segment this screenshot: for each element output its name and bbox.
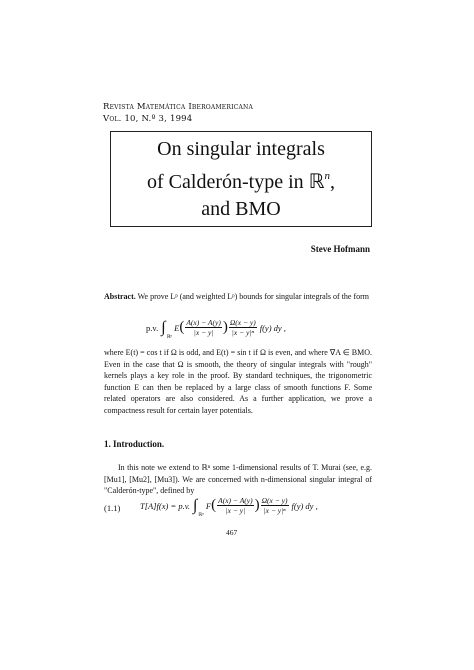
fraction-2 bbox=[229, 318, 257, 337]
integral-sign-2: ∫ bbox=[192, 496, 198, 514]
right-paren: ) bbox=[222, 319, 228, 335]
formula-pv: p.v. bbox=[146, 322, 159, 333]
fraction-2-numerator: Ω(x − y) bbox=[229, 318, 256, 327]
page-number: 467 bbox=[226, 528, 238, 537]
fraction-4-denominator: |x − y|ⁿ bbox=[263, 506, 286, 515]
formula-tail-2: f(y) dy , bbox=[291, 500, 318, 511]
journal-header bbox=[103, 101, 253, 125]
fraction-4-numerator: Ω(x − y) bbox=[261, 496, 288, 505]
title-line-3: and BMO bbox=[201, 197, 281, 220]
left-paren: ( bbox=[179, 319, 185, 335]
title-line-1: On singular integrals bbox=[157, 137, 325, 160]
equation-1-1 bbox=[140, 496, 318, 518]
fraction-1 bbox=[185, 318, 222, 337]
fraction-3 bbox=[217, 496, 254, 515]
title-line-2 bbox=[147, 163, 335, 196]
title-line-2-text: of Calderón-type in ℝ bbox=[147, 170, 325, 193]
abstract-intro-text: We prove Lᵖ (and weighted Lᵖ) bounds for singular integrals of the form bbox=[137, 292, 370, 301]
abstract-body: where E(t) = cos t if Ω is odd, and E(t) = sin t if Ω is even, and where ∇A ∈ BMO. Even in the case that Ω is smooth, the theory of singular integrals with "rough" kernels plays a key role in the proof. By standard techniques, the trigonometric function E can then be replaced by a large class of smooth functions F. Some related operators are also considered. As a further application, we prove a compactness result for certain layer potentials. bbox=[104, 348, 372, 415]
title-superscript: n bbox=[324, 169, 330, 182]
fraction-4 bbox=[261, 496, 289, 515]
fraction-1-denominator: |x − y| bbox=[193, 328, 214, 337]
formula-F: F bbox=[205, 500, 212, 511]
integral-sign: ∫ bbox=[161, 318, 166, 336]
left-paren-2: ( bbox=[211, 497, 217, 513]
fraction-3-numerator: A(x) − A(y) bbox=[218, 496, 253, 505]
equation-lhs: T[A]f(x) = p.v. bbox=[140, 500, 190, 511]
abstract-formula bbox=[146, 318, 286, 340]
section-text: In this note we extend to ℝⁿ some 1-dimensional results of T. Murai (see, e.g. [Mu1], [Mu2], [Mu3]). We are concerned with n-dimensional singular integral of "Calderón-type", defined by bbox=[104, 463, 372, 495]
author-name: Steve Hofmann bbox=[310, 244, 370, 254]
journal-name: Revista Matemática Iberoamericana bbox=[103, 102, 253, 112]
formula-E: E bbox=[174, 322, 180, 333]
fraction-1-numerator: A(x) − A(y) bbox=[186, 318, 221, 327]
abstract-label: Abstract. bbox=[104, 292, 136, 301]
abstract-intro bbox=[104, 291, 372, 303]
title-box bbox=[110, 131, 372, 227]
equation-label: (1.1) bbox=[104, 503, 121, 513]
title-line-2-tail: , bbox=[329, 170, 335, 193]
formula-tail: f(y) dy , bbox=[259, 322, 286, 333]
section-heading: 1. Introduction. bbox=[104, 439, 165, 449]
journal-volume: Vol. 10, N.º 3, 1994 bbox=[103, 114, 193, 124]
fraction-3-denominator: |x − y| bbox=[225, 506, 246, 515]
right-paren-2: ) bbox=[254, 497, 260, 513]
integral-domain: ℝⁿ bbox=[166, 335, 173, 340]
integral-domain-2: ℝⁿ bbox=[198, 513, 204, 518]
fraction-2-denominator: |x − y|ⁿ bbox=[231, 328, 254, 337]
